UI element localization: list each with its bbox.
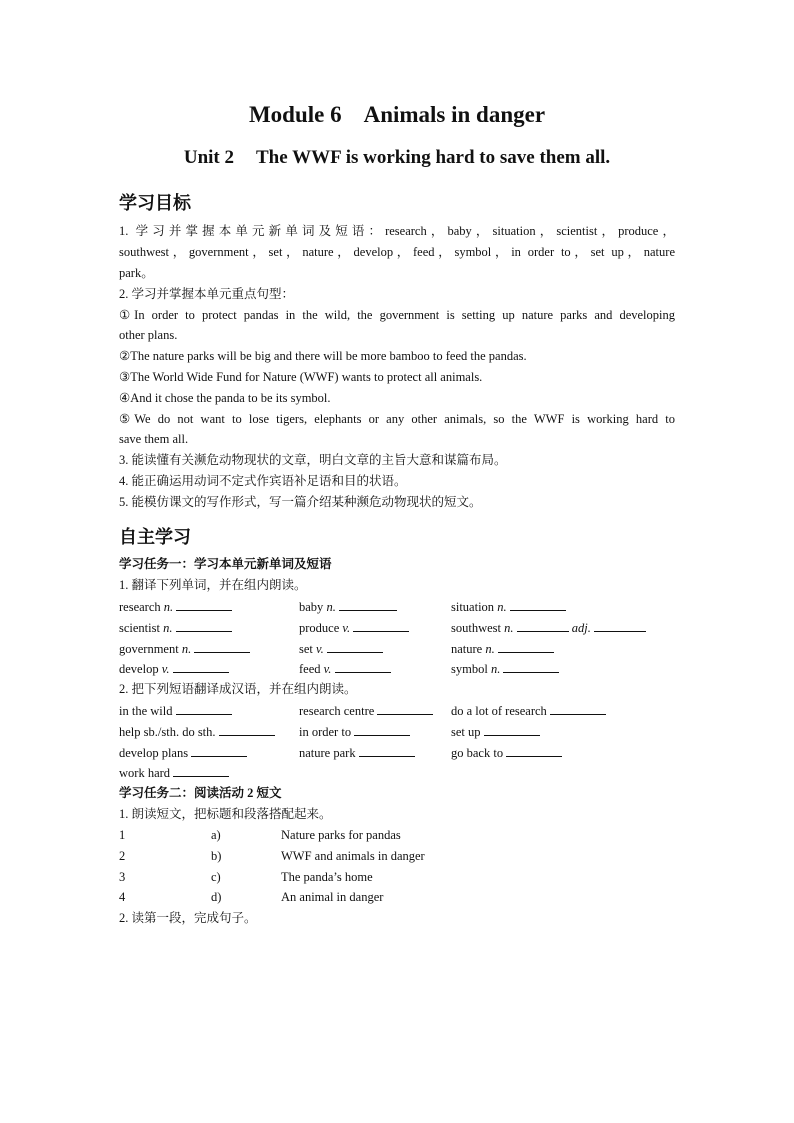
- phrase-item: in order to: [299, 724, 410, 740]
- task-1-title: 学习任务一：学习本单元新单词及短语: [119, 557, 332, 571]
- unit-title: Unit 2 The WWF is working hard to save them all.: [183, 147, 611, 168]
- match-number: 4: [119, 890, 126, 904]
- module-title: Module 6 Animals in danger: [248, 102, 546, 127]
- word-item: government n.: [119, 641, 250, 657]
- word-item: symbol n.: [451, 661, 559, 677]
- answer-blank[interactable]: [191, 745, 247, 757]
- word-item: produce v.: [299, 620, 409, 636]
- task-1-question-2: 2. 把下列短语翻译成汉语，并在组内朗读。: [119, 682, 357, 696]
- sentence-5-line-2: save them all.: [119, 432, 189, 446]
- match-letter: c): [211, 870, 221, 884]
- answer-blank[interactable]: [377, 703, 433, 715]
- answer-blank[interactable]: [219, 724, 275, 736]
- answer-blank[interactable]: [339, 599, 397, 611]
- match-letter: d): [211, 890, 222, 904]
- task-2-question-2: 2. 读第一段，完成句子。: [119, 911, 257, 925]
- phrase-item: set up: [451, 724, 540, 740]
- objective-1-line-3: park。: [119, 266, 154, 280]
- task-2-question-1: 1. 朗读短文，把标题和段落搭配起来。: [119, 807, 332, 821]
- answer-blank[interactable]: [484, 724, 540, 736]
- phrase-item: work hard: [119, 765, 229, 781]
- self-study-heading: 自主学习: [119, 527, 191, 548]
- answer-blank[interactable]: [327, 641, 383, 653]
- answer-blank[interactable]: [503, 661, 559, 673]
- answer-blank[interactable]: [506, 745, 562, 757]
- phrase-item: research centre: [299, 703, 433, 719]
- sentence-2: ②The nature parks will be big and there will be more bamboo to feed the pandas.: [119, 349, 527, 363]
- match-title: Nature parks for pandas: [281, 828, 401, 842]
- answer-blank[interactable]: [194, 641, 250, 653]
- word-item: research n.: [119, 599, 232, 615]
- sentence-1-line-2: other plans.: [119, 328, 178, 342]
- answer-blank[interactable]: [517, 620, 569, 632]
- match-letter: b): [211, 849, 222, 863]
- word-item: feed v.: [299, 661, 391, 677]
- phrase-item: go back to: [451, 745, 562, 761]
- word-item: set v.: [299, 641, 383, 657]
- answer-blank[interactable]: [354, 724, 410, 736]
- match-title: An animal in danger: [281, 890, 384, 904]
- answer-blank[interactable]: [176, 703, 232, 715]
- objective-2: 2. 学习并掌握本单元重点句型：: [119, 287, 295, 301]
- word-item: southwest n. adj.: [451, 620, 646, 636]
- word-item: develop v.: [119, 661, 229, 677]
- answer-blank[interactable]: [510, 599, 566, 611]
- match-title: The panda’s home: [281, 870, 373, 884]
- phrase-item: help sb./sth. do sth.: [119, 724, 275, 740]
- sentence-4: ④And it chose the panda to be its symbol.: [119, 391, 331, 405]
- sentence-1-line-1: ①In order to protect pandas in the wild, the government is setting up nature parks and developing: [119, 308, 675, 322]
- objectives-heading: 学习目标: [119, 193, 191, 214]
- task-1-question-1: 1. 翻译下列单词，并在组内朗读。: [119, 578, 307, 592]
- answer-blank[interactable]: [176, 599, 232, 611]
- phrase-item: develop plans: [119, 745, 247, 761]
- answer-blank[interactable]: [176, 620, 232, 632]
- match-number: 1: [119, 828, 126, 842]
- objective-1-line-1: 1. 学习并掌握本单元新单词及短语：research，baby，situation，scientist，produce，: [119, 224, 675, 238]
- answer-blank[interactable]: [550, 703, 606, 715]
- phrase-item: in the wild: [119, 703, 232, 719]
- phrase-item: do a lot of research: [451, 703, 606, 719]
- match-number: 3: [119, 870, 126, 884]
- word-item: baby n.: [299, 599, 397, 615]
- answer-blank[interactable]: [498, 641, 554, 653]
- sentence-3: ③The World Wide Fund for Nature (WWF) wants to protect all animals.: [119, 370, 483, 384]
- phrase-item: nature park: [299, 745, 415, 761]
- task-2-title: 学习任务二：阅读活动 2 短文: [119, 786, 282, 800]
- answer-blank[interactable]: [173, 765, 229, 777]
- word-item: situation n.: [451, 599, 566, 615]
- match-number: 2: [119, 849, 126, 863]
- answer-blank[interactable]: [353, 620, 409, 632]
- objective-1-line-2: southwest，government，set，nature，develop，feed，symbol，in order to，set up，nature: [119, 245, 675, 259]
- word-item: scientist n.: [119, 620, 232, 636]
- objective-3: 3. 能读懂有关濒危动物现状的文章，明白文章的主旨大意和谋篇布局。: [119, 453, 507, 467]
- answer-blank[interactable]: [359, 745, 415, 757]
- answer-blank[interactable]: [173, 661, 229, 673]
- answer-blank[interactable]: [335, 661, 391, 673]
- match-letter: a): [211, 828, 221, 842]
- answer-blank[interactable]: [594, 620, 646, 632]
- objective-4: 4. 能正确运用动词不定式作宾语补足语和目的状语。: [119, 474, 407, 488]
- match-title: WWF and animals in danger: [281, 849, 425, 863]
- word-item: nature n.: [451, 641, 554, 657]
- objective-5: 5. 能模仿课文的写作形式，写一篇介绍某种濒危动物现状的短文。: [119, 495, 482, 509]
- sentence-5-line-1: ⑤We do not want to lose tigers, elephants or any other animals, so the WWF is working hard to: [119, 412, 675, 426]
